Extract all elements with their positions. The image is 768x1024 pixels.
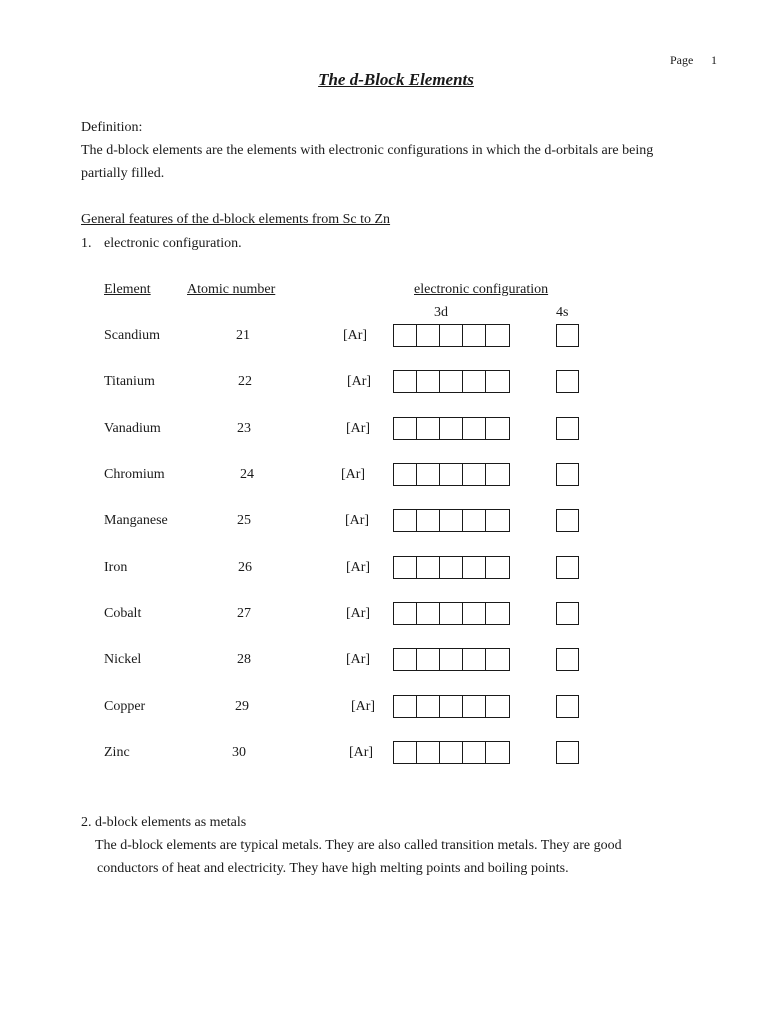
orbital-boxes-3d [393,741,510,764]
orbital-box-3d[interactable] [486,696,509,717]
orbital-box-3d[interactable] [486,649,509,670]
orbital-box-3d[interactable] [486,325,509,346]
orbital-box-3d[interactable] [463,557,486,578]
atomic-number: 25 [237,513,251,528]
orbital-box-3d[interactable] [394,418,417,439]
orbital-box-3d[interactable] [417,510,440,531]
orbital-box-3d[interactable] [417,742,440,763]
noble-gas-core: [Ar] [341,467,366,482]
atomic-number: 29 [235,699,249,714]
orbital-box-3d[interactable] [440,464,463,485]
orbital-box-3d[interactable] [463,696,486,717]
orbital-box-3d[interactable] [440,418,463,439]
orbital-box-3d[interactable] [394,371,417,392]
orbital-box-3d[interactable] [440,696,463,717]
atomic-number: 27 [237,606,251,621]
section-1-heading: General features of the d-block elements from Sc to Zn [81,212,391,227]
page-label: Page [670,53,694,67]
element-name: Vanadium [104,421,161,436]
orbital-box-3d[interactable] [394,649,417,670]
noble-gas-core: [Ar] [346,560,371,575]
section-2-heading: 2. d-block elements as metals [81,815,247,830]
element-name: Zinc [104,745,130,760]
section-1-item-text: electronic configuration. [104,236,242,251]
orbital-box-3d[interactable] [394,325,417,346]
orbital-box-4s[interactable] [556,370,579,393]
orbital-boxes-3d [393,509,510,532]
element-name: Cobalt [104,606,142,621]
element-name: Titanium [104,374,155,389]
orbital-box-3d[interactable] [486,464,509,485]
orbital-box-3d[interactable] [486,418,509,439]
noble-gas-core: [Ar] [351,699,376,714]
orbital-box-3d[interactable] [486,371,509,392]
orbital-box-3d[interactable] [417,603,440,624]
element-name: Scandium [104,328,160,343]
orbital-box-4s[interactable] [556,324,579,347]
atomic-number: 23 [237,421,251,436]
orbital-box-3d[interactable] [463,464,486,485]
orbital-box-4s[interactable] [556,463,579,486]
section-2-line-2: conductors of heat and electricity. They have high melting points and boiling points. [97,861,569,876]
section-2-line-1: The d-block elements are typical metals. They are also called transition metals. They are good [95,838,622,853]
atomic-number: 26 [238,560,252,575]
orbital-box-3d[interactable] [440,510,463,531]
orbital-boxes-3d [393,695,510,718]
orbital-box-3d[interactable] [440,603,463,624]
orbital-box-3d[interactable] [463,742,486,763]
noble-gas-core: [Ar] [346,421,371,436]
noble-gas-core: [Ar] [343,328,368,343]
column-header-element: Element [104,282,151,297]
orbital-box-3d[interactable] [486,742,509,763]
noble-gas-core: [Ar] [347,374,372,389]
orbital-boxes-3d [393,417,510,440]
orbital-box-3d[interactable] [440,557,463,578]
orbital-box-3d[interactable] [394,510,417,531]
definition-line-1: The d-block elements are the elements with electronic configurations in which the d-orbitals are being [81,143,654,158]
noble-gas-core: [Ar] [346,606,371,621]
orbital-box-4s[interactable] [556,417,579,440]
orbital-box-4s[interactable] [556,741,579,764]
orbital-box-3d[interactable] [463,325,486,346]
orbital-box-3d[interactable] [463,603,486,624]
element-name: Iron [104,560,128,575]
noble-gas-core: [Ar] [345,513,370,528]
orbital-box-3d[interactable] [486,557,509,578]
atomic-number: 24 [240,467,254,482]
atomic-number: 30 [232,745,246,760]
page-title: The d-Block Elements [318,70,474,89]
orbital-boxes-3d [393,602,510,625]
orbital-box-3d[interactable] [417,464,440,485]
orbital-boxes-3d [393,324,510,347]
orbital-box-3d[interactable] [417,557,440,578]
column-header-atomic-number: Atomic number [187,282,276,297]
orbital-boxes-3d [393,463,510,486]
orbital-box-3d[interactable] [463,418,486,439]
orbital-box-3d[interactable] [394,742,417,763]
orbital-box-3d[interactable] [394,464,417,485]
orbital-box-4s[interactable] [556,602,579,625]
atomic-number: 28 [237,652,251,667]
orbital-box-3d[interactable] [417,649,440,670]
orbital-box-4s[interactable] [556,695,579,718]
definition-label: Definition: [81,120,143,135]
orbital-box-3d[interactable] [417,696,440,717]
orbital-box-3d[interactable] [440,742,463,763]
atomic-number: 21 [236,328,250,343]
orbital-box-3d[interactable] [463,649,486,670]
element-name: Copper [104,699,146,714]
orbital-box-3d[interactable] [463,510,486,531]
element-name: Chromium [104,467,165,482]
orbital-box-3d[interactable] [486,510,509,531]
orbital-box-3d[interactable] [440,649,463,670]
orbital-boxes-3d [393,648,510,671]
orbital-box-3d[interactable] [417,325,440,346]
column-header-electronic-configuration: electronic configuration [414,282,549,297]
section-1-item-number: 1. [81,236,92,251]
orbital-box-3d[interactable] [463,371,486,392]
orbital-boxes-3d [393,556,510,579]
orbital-box-3d[interactable] [486,603,509,624]
orbital-box-3d[interactable] [440,325,463,346]
orbital-box-3d[interactable] [440,371,463,392]
subheader-4s: 4s [556,305,569,320]
orbital-box-3d[interactable] [394,696,417,717]
orbital-box-4s[interactable] [556,509,579,532]
orbital-box-4s[interactable] [556,648,579,671]
orbital-box-3d[interactable] [394,557,417,578]
noble-gas-core: [Ar] [349,745,374,760]
orbital-boxes-3d [393,370,510,393]
orbital-box-3d[interactable] [417,418,440,439]
page-number: 1 [711,53,717,67]
orbital-box-3d[interactable] [394,603,417,624]
noble-gas-core: [Ar] [346,652,371,667]
orbital-box-3d[interactable] [417,371,440,392]
atomic-number: 22 [238,374,252,389]
orbital-box-4s[interactable] [556,556,579,579]
definition-line-2: partially filled. [81,166,165,181]
element-name: Nickel [104,652,142,667]
subheader-3d: 3d [434,305,448,320]
element-name: Manganese [104,513,168,528]
